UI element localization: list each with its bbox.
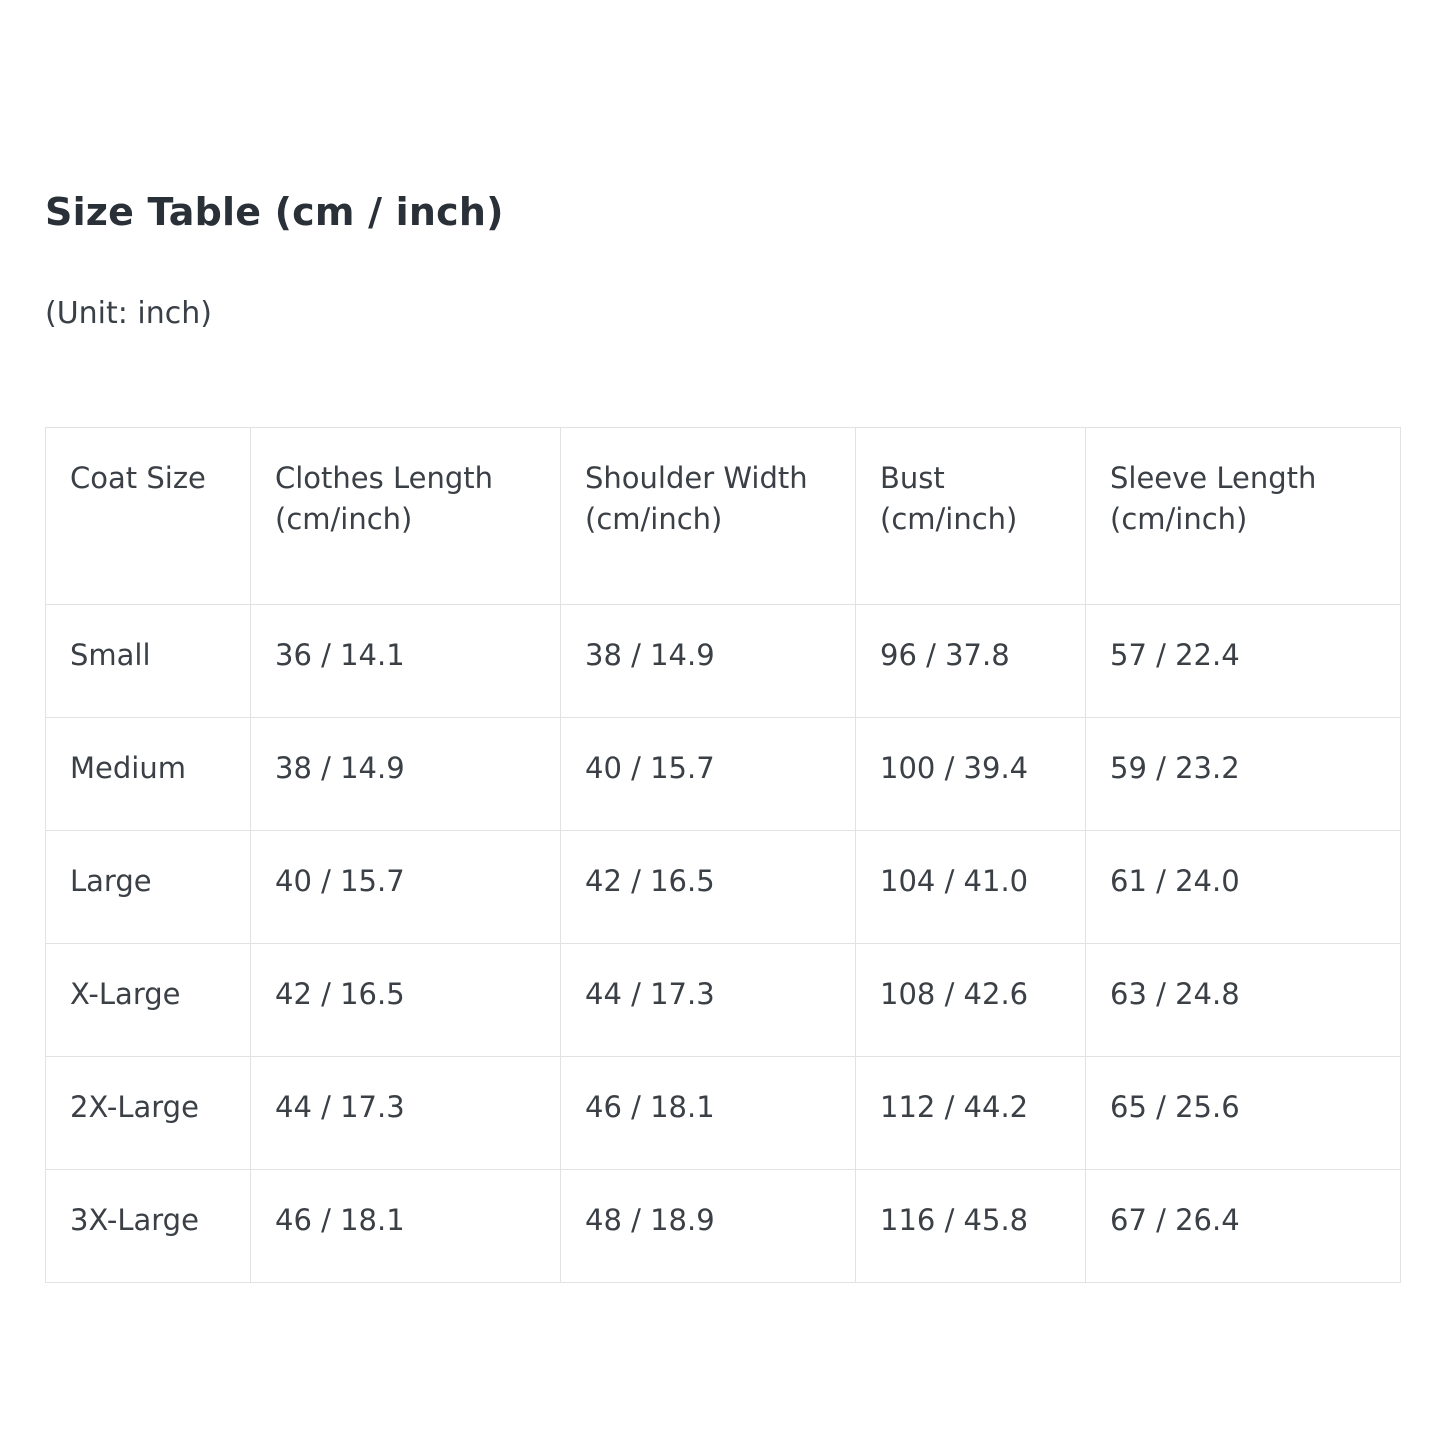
column-header-sleeve-length [1086,427,1401,604]
cell-shoulder-width: 46 / 18.1 [561,1056,856,1169]
cell-sleeve-length: 67 / 26.4 [1086,1169,1401,1282]
cell-sleeve-length: 61 / 24.0 [1086,830,1401,943]
column-header-clothes-length [251,427,561,604]
cell-clothes-length: 38 / 14.9 [251,717,561,830]
table-row [46,604,1401,717]
column-header-line1: Bust [880,460,945,495]
table-body [46,604,1401,1282]
cell-shoulder-width: 44 / 17.3 [561,943,856,1056]
table-row [46,717,1401,830]
cell-size: 2X-Large [46,1056,251,1169]
size-table-container [45,427,1400,1283]
table-row [46,830,1401,943]
cell-clothes-length: 36 / 14.1 [251,604,561,717]
table-row [46,1169,1401,1282]
cell-size: Small [46,604,251,717]
unit-note: (Unit: inch) [45,295,212,331]
cell-shoulder-width: 42 / 16.5 [561,830,856,943]
cell-size: 3X-Large [46,1169,251,1282]
cell-bust: 100 / 39.4 [856,717,1086,830]
cell-bust: 112 / 44.2 [856,1056,1086,1169]
table-row [46,943,1401,1056]
cell-sleeve-length: 57 / 22.4 [1086,604,1401,717]
column-header-line2: (cm/inch) [1110,501,1248,536]
cell-sleeve-length: 65 / 25.6 [1086,1056,1401,1169]
cell-clothes-length: 44 / 17.3 [251,1056,561,1169]
page-title: Size Table (cm / inch) [45,190,504,234]
column-header-line1: Coat Size [70,460,206,495]
size-table [45,427,1401,1283]
column-header-line1: Shoulder Width [585,460,808,495]
table-header [46,427,1401,604]
column-header-line2: (cm/inch) [585,501,723,536]
column-header-line1: Sleeve Length [1110,460,1317,495]
cell-bust: 108 / 42.6 [856,943,1086,1056]
cell-sleeve-length: 59 / 23.2 [1086,717,1401,830]
cell-size: Large [46,830,251,943]
cell-clothes-length: 46 / 18.1 [251,1169,561,1282]
cell-size: Medium [46,717,251,830]
cell-clothes-length: 40 / 15.7 [251,830,561,943]
cell-shoulder-width: 40 / 15.7 [561,717,856,830]
cell-sleeve-length: 63 / 24.8 [1086,943,1401,1056]
column-header-line1: Clothes Length [275,460,493,495]
cell-size: X-Large [46,943,251,1056]
cell-clothes-length: 42 / 16.5 [251,943,561,1056]
cell-bust: 96 / 37.8 [856,604,1086,717]
column-header-bust [856,427,1086,604]
table-header-row [46,427,1401,604]
table-row [46,1056,1401,1169]
column-header-line2: (cm/inch) [275,501,413,536]
column-header-coat-size [46,427,251,604]
cell-bust: 116 / 45.8 [856,1169,1086,1282]
cell-shoulder-width: 38 / 14.9 [561,604,856,717]
column-header-shoulder-width [561,427,856,604]
cell-shoulder-width: 48 / 18.9 [561,1169,856,1282]
cell-bust: 104 / 41.0 [856,830,1086,943]
column-header-line2: (cm/inch) [880,501,1018,536]
